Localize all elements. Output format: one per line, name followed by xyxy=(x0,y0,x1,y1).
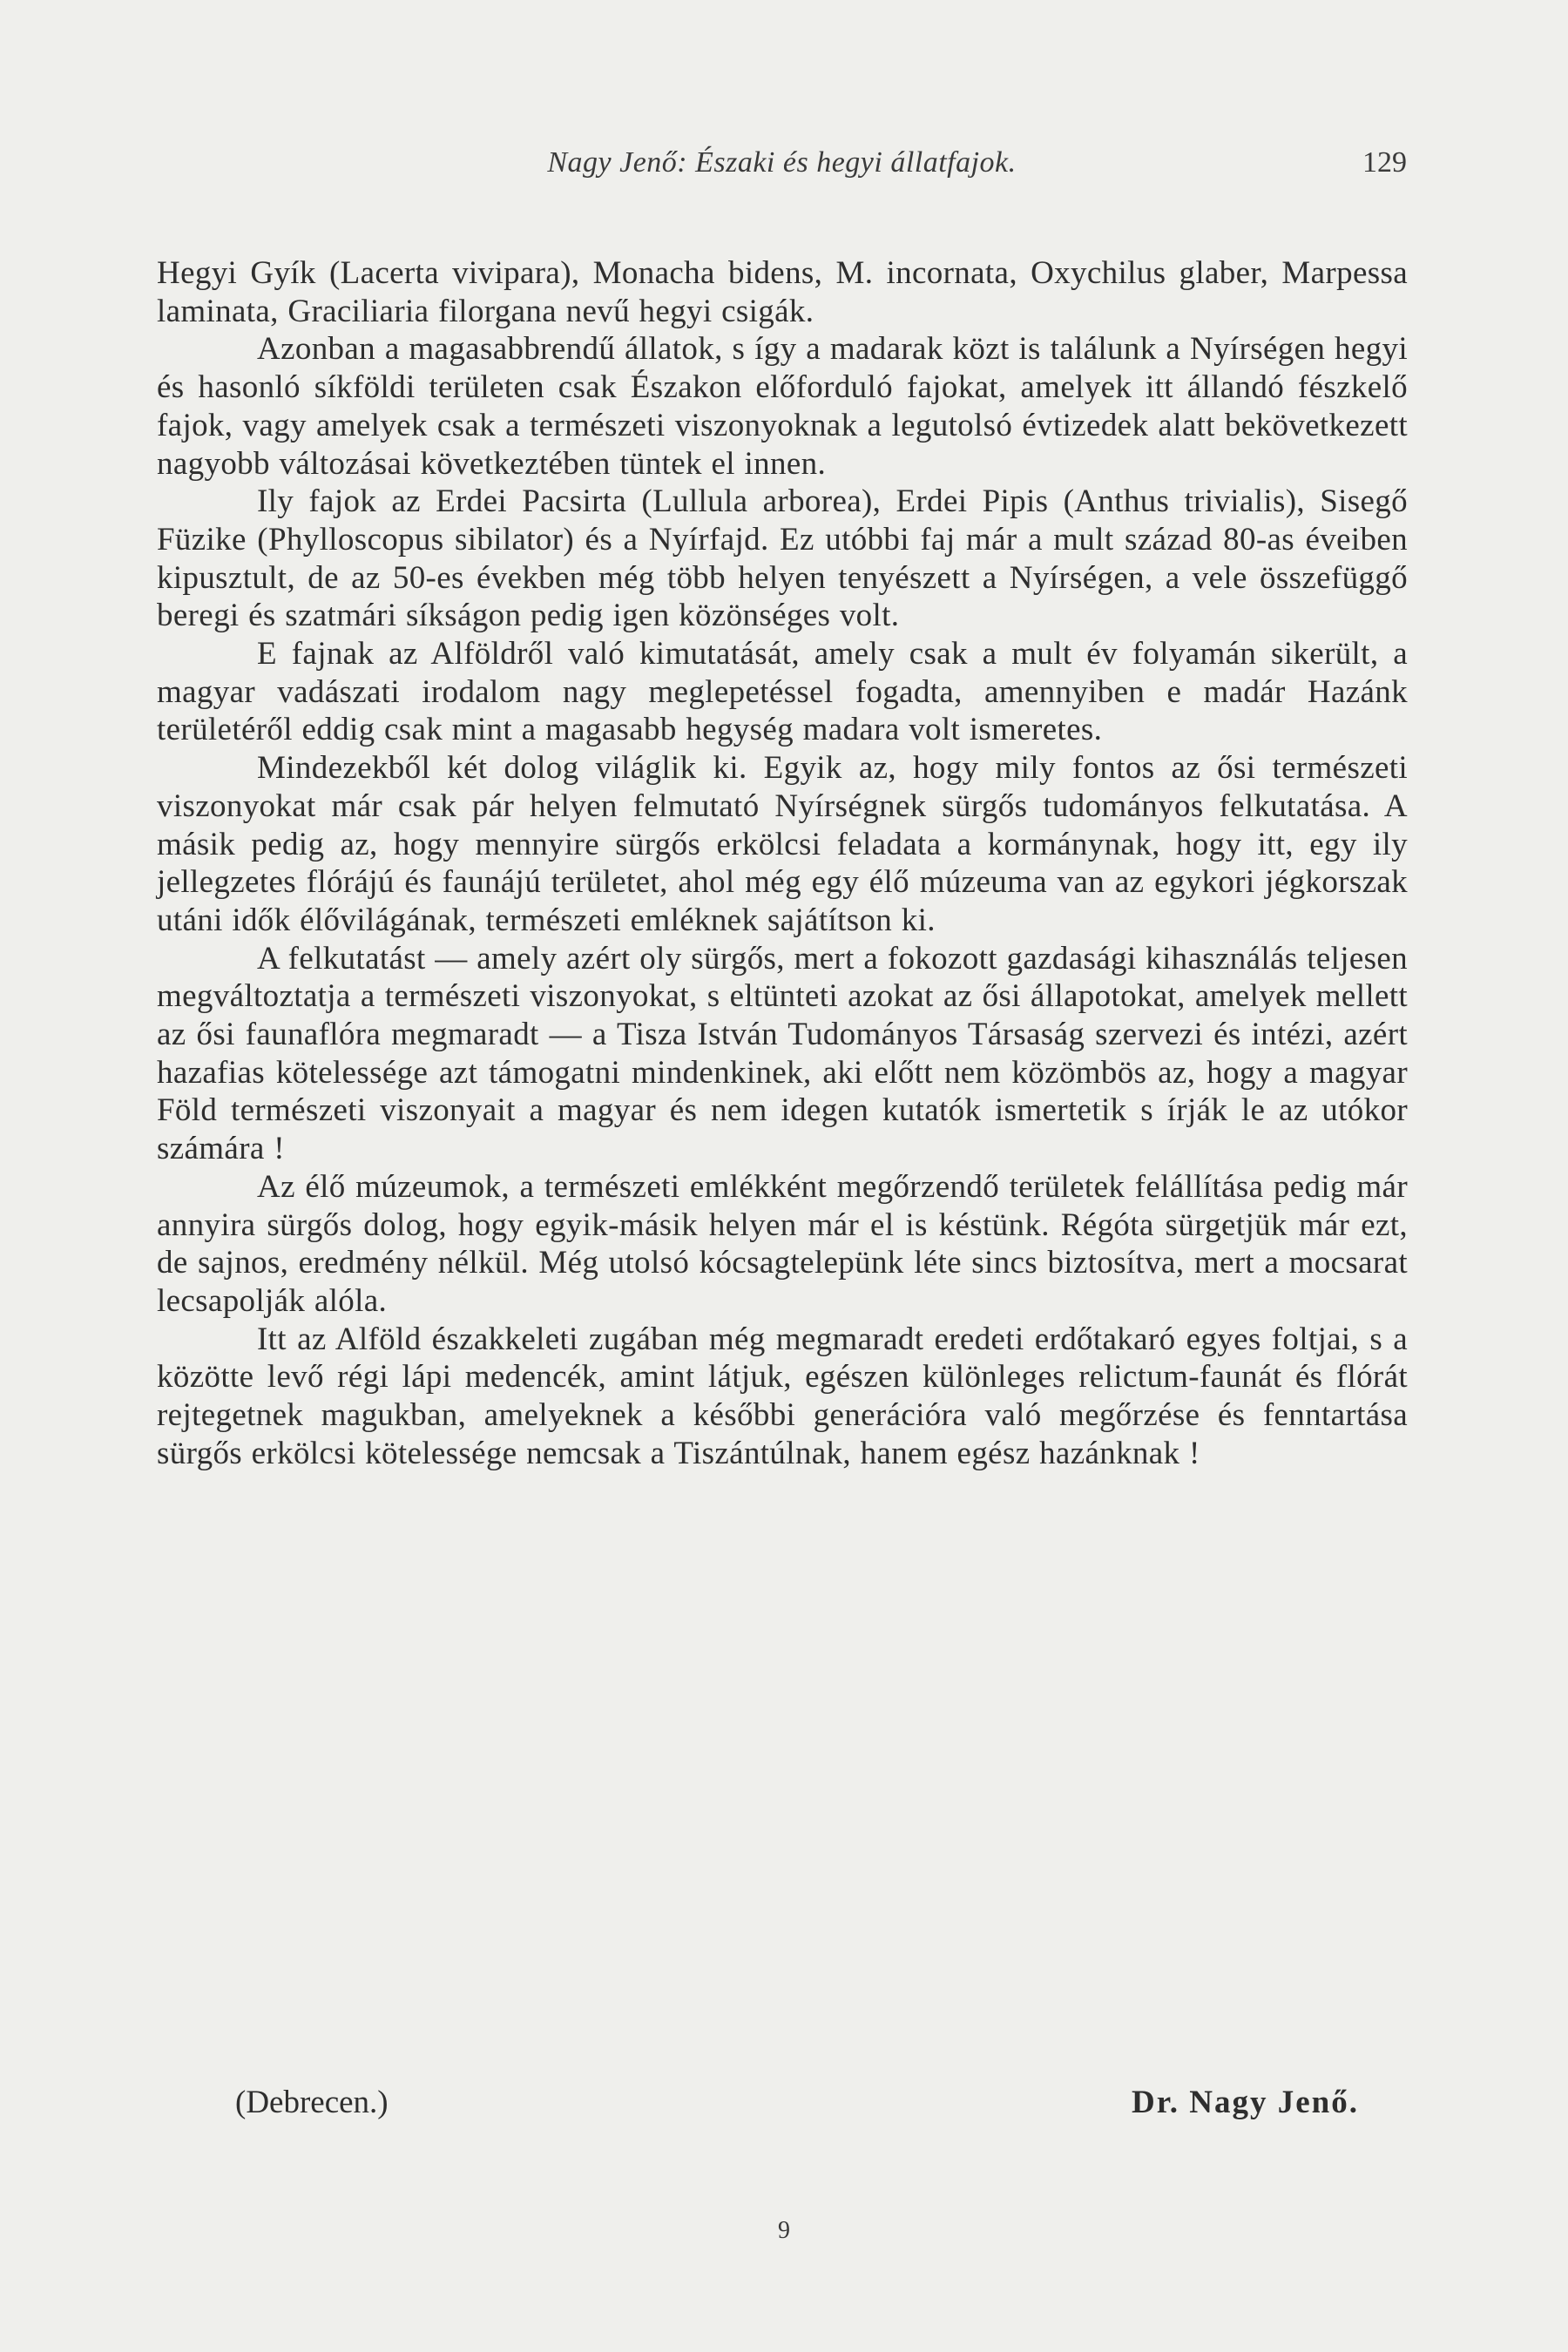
paragraph-2: Azonban a magasabbrendű állatok, s így a madarak közt is találunk a Nyírségen hegyi és hasonló síkföldi területen csak Északon előforduló fajokat, amelyek itt állandó fészkelő fajok, vagy amelyek csak a természeti viszonyoknak a legutolsó évtizedek alatt bekövetkezett nagyobb változásai következtében tüntek el innen. xyxy=(157,331,1408,482)
paragraph-1: Hegyi Gyík (Lacerta vivipara), Monacha bidens, M. incornata, Oxychilus glaber, Marpessa laminata, Graciliaria filorgana nevű hegyi csigák. xyxy=(157,255,1408,329)
article-body xyxy=(157,254,1408,1473)
signature-row xyxy=(157,2084,1407,2127)
running-head xyxy=(157,146,1407,185)
page-number: 129 xyxy=(1362,146,1407,179)
paragraph-8: Itt az Alföld északkeleti zugában még megmaradt eredeti erdőtakaró egyes foltjai, s a közötte levő régi lápi medencék, amint látjuk, egészen különleges relictum-faunát és flórát rejtegetnek magukban, amelyeknek a későbbi generációra való megőrzése és fenntartása sürgős erkölcsi kötelessége nemcsak a Tiszántúlnak, hanem egész hazánknak ! xyxy=(157,1321,1408,1471)
place-line: (Debrecen.) xyxy=(235,2085,389,2120)
running-title: Nagy Jenő: Északi és hegyi állatfajok. xyxy=(547,146,1017,179)
printer-signature-mark: 9 xyxy=(778,2217,790,2244)
paragraph-6: A felkutatást — amely azért oly sürgős, mert a fokozott gazdasági kihasználás teljesen megváltoztatja a természeti viszonyokat, s eltünteti azokat az ősi állapotokat, amelyek mellett az ősi faunaflóra megmaradt — a Tisza István Tudományos Társaság szervezi és intézi, azért hazafias kötelessége azt támogatni mindenkinek, aki előtt nem közömbös az, hogy a magyar Föld természeti viszonyait a magyar és nem idegen kutatók ismertetik s írják le az utókor számára ! xyxy=(157,940,1408,1167)
paragraph-5: Mindezekből két dolog világlik ki. Egyik az, hogy mily fontos az ősi természeti viszonyokat már csak pár helyen felmutató Nyírségnek sürgős tudományos felkutatása. A másik pedig az, hogy mennyire sürgős erkölcsi feladata a kormánynak, hogy itt, egy ily jellegzetes flórájú és faunájú területet, ahol még egy élő múzeuma van az egykori jégkorszak utáni idők élővilágának, természeti emléknek sajátítson ki. xyxy=(157,750,1408,938)
author-signature: Dr. Nagy Jenő. xyxy=(1132,2085,1359,2120)
paragraph-3: Ily fajok az Erdei Pacsirta (Lullula arborea), Erdei Pipis (Anthus trivialis), Sisegő Füzike (Phylloscopus sibilator) és a Nyírfajd. Ez utóbbi faj már a mult század 80-as éveiben kipusztult, de az 50-es években még több helyen tenyészett a Nyírségen, a vele összefüggő beregi és szatmári síkságon pedig igen közönséges volt. xyxy=(157,483,1408,634)
paragraph-7: Az élő múzeumok, a természeti emlékként megőrzendő területek felállítása pedig már annyira sürgős dolog, hogy egyik-másik helyen már el is késtünk. Régóta sürgetjük már ezt, de sajnos, eredmény nélkül. Még utolsó kócsagtelepünk léte sincs biztosítva, mert a mocsarat lecsapolják alóla. xyxy=(157,1168,1408,1319)
paragraph-4: E fajnak az Alföldről való kimutatását, amely csak a mult év folyamán sikerült, a magyar vadászati irodalom nagy meglepetéssel fogadta, amennyiben e madár Hazánk területéről eddig csak mint a magasabb hegység madara volt ismeretes. xyxy=(157,636,1408,748)
